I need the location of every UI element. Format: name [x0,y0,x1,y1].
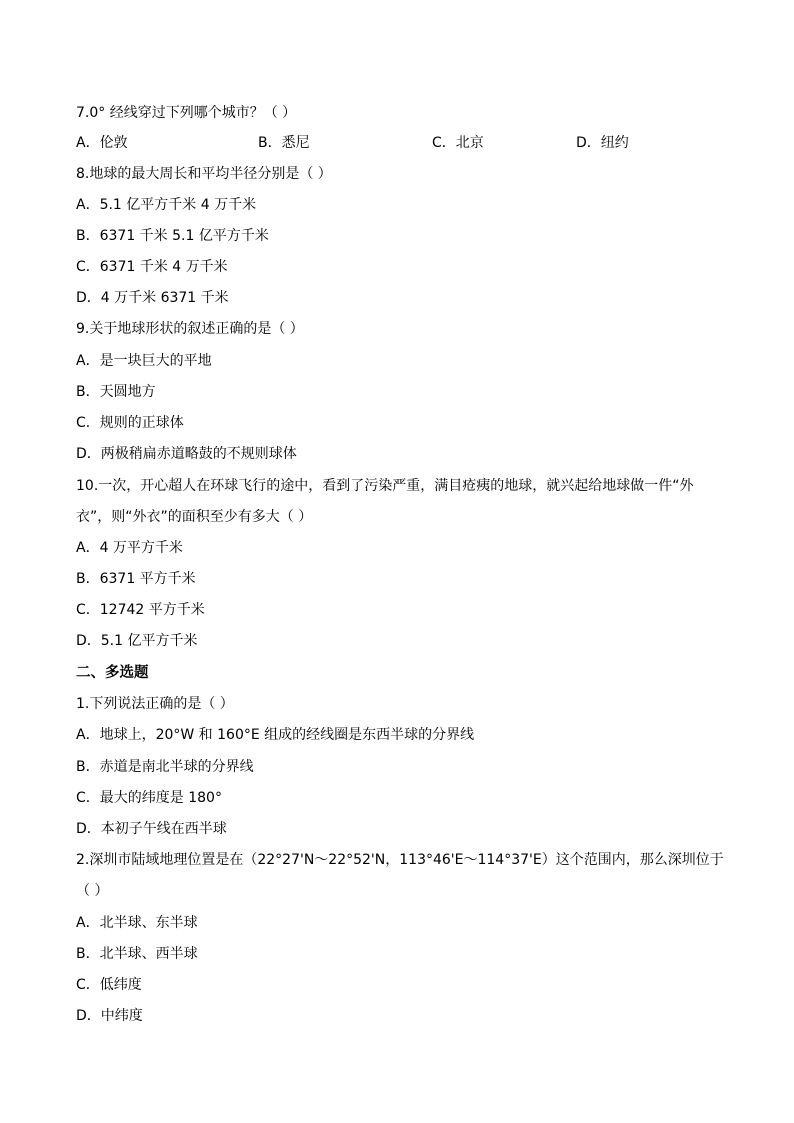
question-8-stem: 8.地球的最大周长和平均半径分别是（ ） [76,166,332,182]
multi-question-1-option-a: A．地球上，20°W 和 160°E 组成的经线圈是东西半球的分界线 [76,727,475,743]
option-d: D．纽约 [576,135,629,151]
question-9-option-d: D．两极稍扁赤道略鼓的不规则球体 [76,446,297,462]
question-10-option-a: A．4 万平方千米 [76,540,183,556]
question-8-option-b: B．6371 千米 5.1 亿平方千米 [76,228,269,244]
multi-question-1-stem: 1.下列说法正确的是（ ） [76,696,234,712]
question-10-option-c: C．12742 平方千米 [76,602,205,618]
option-b: B．悉尼 [258,135,310,151]
multi-question-1-option-d: D．本初子午线在西半球 [76,821,227,837]
question-9-option-c: C．规则的正球体 [76,415,184,431]
question-10-option-b: B．6371 平方千米 [76,571,196,587]
section-2-heading: 二、多选题 [76,665,149,681]
question-8-option-a: A．5.1 亿平方千米 4 万千米 [76,197,257,213]
multi-question-1-option-c: C．最大的纬度是 180° [76,790,222,806]
multi-question-2-option-d: D．中纬度 [76,1008,143,1024]
question-10-stem-line2: 衣”，则“外衣”的面积至少有多大（ ） [76,509,313,525]
multi-question-2-option-c: C．低纬度 [76,977,142,993]
question-10-option-d: D．5.1 亿平方千米 [76,633,198,649]
multi-question-2-stem-line1: 2.深圳市陆域地理位置是在（22°27'N～22°52'N，113°46'E～114°37'E）这个范围内，那么深圳位于 [76,852,724,868]
question-10-stem-line1: 10.一次，开心超人在环球飞行的途中，看到了污染严重，满目疮痍的地球，就兴起给地球做一件“外 [76,478,694,494]
multi-question-2-option-b: B．北半球、西半球 [76,946,198,962]
option-c: C．北京 [432,135,484,151]
question-7-stem: 7.0° 经线穿过下列哪个城市？（ ） [76,105,297,121]
question-9-option-b: B．天圆地方 [76,384,156,400]
question-9-stem: 9.关于地球形状的叙述正确的是（ ） [76,321,304,337]
multi-question-1-option-b: B．赤道是南北半球的分界线 [76,759,254,775]
option-a: A．伦敦 [76,135,128,151]
question-9-option-a: A．是一块巨大的平地 [76,353,212,369]
multi-question-2-stem-line2: （ ） [76,883,109,899]
question-8-option-d: D．4 万千米 6371 千米 [76,290,229,306]
question-7-options [76,134,716,152]
question-8-option-c: C．6371 千米 4 万千米 [76,259,228,275]
multi-question-2-option-a: A．北半球、东半球 [76,915,198,931]
